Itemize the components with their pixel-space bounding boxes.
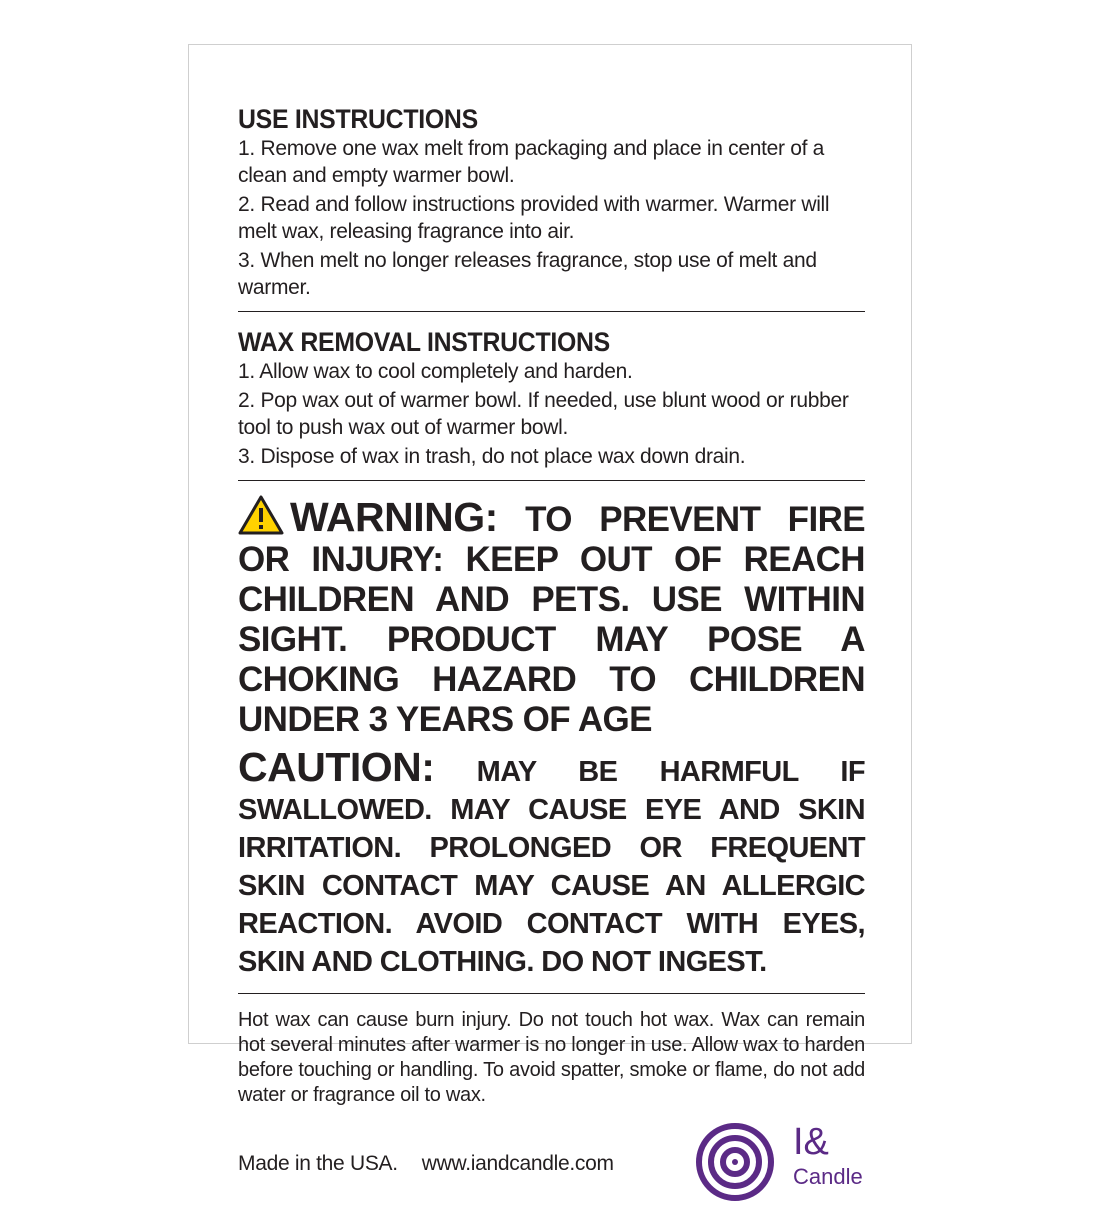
label-content — [238, 103, 865, 1212]
caution-block — [238, 744, 865, 981]
caution-text: MAY BE HARMFUL IF SWALLOWED. MAY CAUSE EYE AND SKIN IRRITATION. PROLONGED OR FREQUENT SKIN CONTACT MAY CAUSE AN ALLERGIC REACTION. AVOID CONTACT WITH EYES, SKIN AND CLOTHING. DO NOT INGEST. — [238, 756, 865, 978]
brand-name-line2: Candle — [793, 1164, 863, 1189]
removal-step-1: 1. Allow wax to cool completely and harden. — [238, 360, 633, 383]
website-link[interactable]: www.iandcandle.com — [421, 1152, 614, 1175]
use-step-2: 2. Read and follow instructions provided with warmer. Warmer will melt wax, releasing fragrance into air. — [238, 193, 830, 243]
warning-text: TO PREVENT FIRE OR INJURY: KEEP OUT OF REACH CHILDREN AND PETS. USE WITHIN SIGHT. PRODUCT MAY POSE A CHOKING HAZARD TO CHILDREN UNDER 3 YEARS OF AGE — [238, 500, 865, 739]
divider — [238, 311, 865, 312]
concentric-circles-logo-icon — [695, 1122, 779, 1206]
use-instructions-title: USE INSTRUCTIONS — [238, 104, 478, 134]
warning-label: WARNING: — [290, 494, 498, 540]
removal-step-2: 2. Pop wax out of warmer bowl. If needed, use blunt wood or rubber tool to push wax out of warmer bowl. — [238, 389, 849, 439]
made-in-line — [238, 1152, 614, 1176]
use-step-1: 1. Remove one wax melt from packaging and place in center of a clean and empty warmer bowl. — [238, 137, 825, 187]
warning-block — [238, 495, 865, 740]
brand-logo — [695, 1122, 865, 1202]
brand-name-line1: I& — [793, 1121, 829, 1163]
divider — [238, 480, 865, 481]
divider — [238, 993, 865, 994]
label-card — [188, 44, 912, 1189]
made-in-usa: Made in the USA. — [238, 1152, 398, 1175]
footer — [238, 1122, 865, 1212]
hot-wax-notice: Hot wax can cause burn injury. Do not touch hot wax. Wax can remain hot several minutes after warmer is no longer in use. Allow wax to harden before touching or handling. To avoid spatter, smoke or flame, do not add water or fragrance oil to wax. — [238, 1009, 865, 1106]
warning-triangle-icon — [238, 495, 284, 535]
wax-removal-title: WAX REMOVAL INSTRUCTIONS — [238, 327, 610, 357]
use-step-3: 3. When melt no longer releases fragrance, stop use of melt and warmer. — [238, 249, 817, 299]
caution-label: CAUTION: — [238, 744, 435, 790]
removal-step-3: 3. Dispose of wax in trash, do not place wax down drain. — [238, 445, 746, 468]
